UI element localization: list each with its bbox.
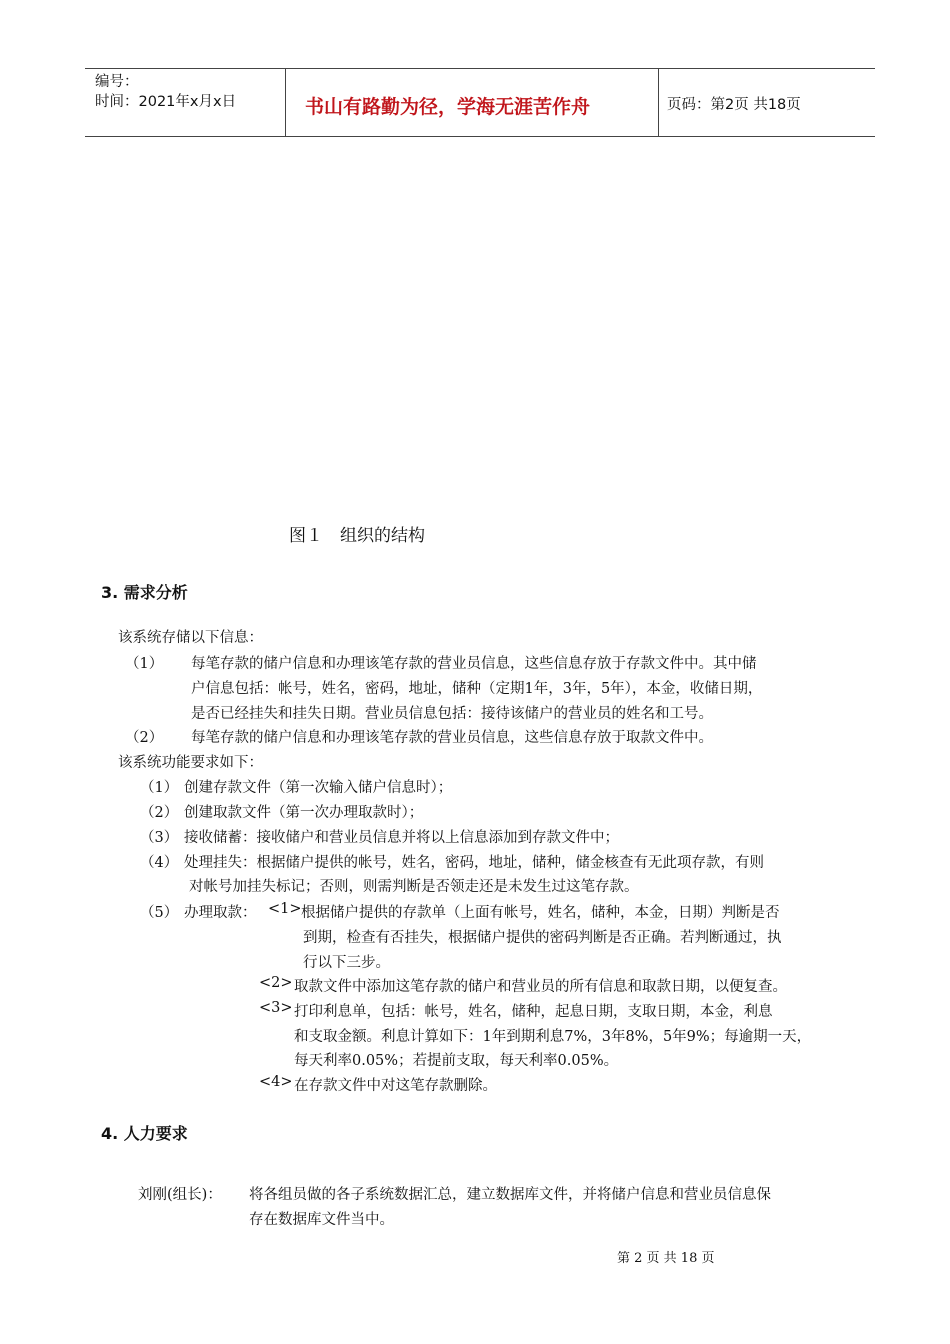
func-item-4-line-1: 处理挂失：根据储户提供的帐号，姓名，密码，地址，储种，储金核查有无此项存款，有则 xyxy=(184,855,764,871)
withdraw-step-1-line-1: 根据储户提供的存款单（上面有帐号，姓名，储种，本金，日期）判断是否 xyxy=(301,905,780,921)
header-divider-right xyxy=(658,68,659,136)
document-number-label: 编号： xyxy=(95,74,139,90)
storage-item-1-line-3: 是否已经挂失和挂失日期。营业员信息包括：接待该储户的营业员的姓名和工号。 xyxy=(191,706,713,722)
figure-caption: 图１ 组织的结构 xyxy=(289,526,425,546)
func-item-4-num: （4） xyxy=(140,855,179,871)
func-item-4-line-2: 对帐号加挂失标记；否则，则需判断是否领走还是未发生过这笔存款。 xyxy=(189,879,639,895)
header-motto: 书山有路勤为径，学海无涯苦作舟 xyxy=(305,96,591,118)
withdraw-step-3-line-1: 打印利息单，包括：帐号，姓名，储种，起息日期，支取日期，本金，利息 xyxy=(294,1004,773,1020)
storage-item-1-num: （1） xyxy=(125,656,164,672)
func-item-3-text: 接收储蓄：接收储户和营业员信息并将以上信息添加到存款文件中； xyxy=(184,830,619,846)
storage-item-2-num: （2） xyxy=(125,730,164,746)
document-date: 时间：2021年x月x日 xyxy=(95,94,237,110)
func-item-1-num: （1） xyxy=(140,780,179,796)
person-name: 刘刚(组长)： xyxy=(138,1187,222,1203)
func-item-2-text: 创建取款文件（第一次办理取款时）； xyxy=(184,805,424,821)
function-intro: 该系统功能要求如下： xyxy=(118,755,263,771)
header-top-rule xyxy=(85,68,875,69)
section-4-title: 4. 人力要求 xyxy=(101,1124,188,1143)
header-bottom-rule xyxy=(85,136,875,137)
storage-item-1-line-1: 每笔存款的储户信息和办理该笔存款的营业员信息，这些信息存放于存款文件中。其中储 xyxy=(191,656,757,672)
page-footer: 第 2 页 共 18 页 xyxy=(617,1251,715,1266)
func-item-2-num: （2） xyxy=(140,805,179,821)
person-duty-line-2: 存在数据库文件当中。 xyxy=(249,1212,394,1228)
withdraw-step-4-num: <4> xyxy=(259,1074,293,1090)
withdraw-step-1-line-2: 到期，检查有否挂失，根据储户提供的密码判断是否正确。若判断通过，执 xyxy=(303,930,782,946)
withdraw-step-2-num: <2> xyxy=(259,975,293,991)
person-duty-line-1: 将各组员做的各子系统数据汇总，建立数据库文件，并将储户信息和营业员信息保 xyxy=(249,1187,771,1203)
withdraw-step-3-num: <3> xyxy=(259,1000,293,1016)
withdraw-step-1-line-3: 行以下三步。 xyxy=(303,955,390,971)
func-item-1-text: 创建存款文件（第一次输入储户信息时）； xyxy=(184,780,453,796)
func-item-5-label: 办理取款： xyxy=(184,905,257,921)
withdraw-step-3-line-2: 和支取金额。利息计算如下：1年到期利息7%，3年8%，5年9%；每逾期一天， xyxy=(294,1029,812,1045)
withdraw-step-3-line-3: 每天利率0.05%；若提前支取，每天利率0.05%。 xyxy=(294,1053,619,1069)
storage-item-2-line-1: 每笔存款的储户信息和办理该笔存款的营业员信息，这些信息存放于取款文件中。 xyxy=(191,730,713,746)
withdraw-step-1-num: <1> xyxy=(268,901,302,917)
withdraw-step-2-text: 取款文件中添加这笔存款的储户和营业员的所有信息和取款日期，以便复查。 xyxy=(294,979,787,995)
header-divider-left xyxy=(285,68,286,136)
withdraw-step-4-text: 在存款文件中对这笔存款删除。 xyxy=(294,1078,497,1094)
storage-item-1-line-2: 户信息包括：帐号，姓名，密码，地址，储种（定期1年，3年，5年），本金，收储日期， xyxy=(191,681,763,697)
header-page-info: 页码：第2页 共18页 xyxy=(667,97,801,113)
section-3-title: 3. 需求分析 xyxy=(101,583,188,602)
storage-intro: 该系统存储以下信息： xyxy=(118,630,263,646)
func-item-3-num: （3） xyxy=(140,830,179,846)
func-item-5-num: （5） xyxy=(140,905,179,921)
